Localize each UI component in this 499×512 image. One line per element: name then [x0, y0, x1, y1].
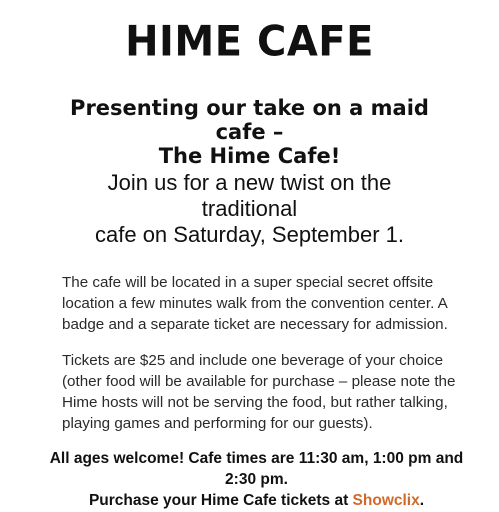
cafe-times-text-end: 2:30 pm. [225, 471, 288, 488]
purchase-prefix: Purchase your Hime Cafe tickets at [88, 492, 353, 509]
page-title: HIME CAFE [125, 17, 374, 67]
intro-headline-line-1: Presenting our take on a maid [70, 96, 429, 120]
showclix-link[interactable]: Showclix [352, 492, 420, 509]
closing-info [40, 448, 473, 511]
location-paragraph: The cafe will be located in a super special secret offsite location a few minutes walk from the convention center. A badge and a separate ticket are necessary for admission. [62, 274, 448, 333]
tickets-paragraph: Tickets are $25 and include one beverage of your choice (other food will be available for purchase – please note the Hime hosts will not be serving the food, but rather talking, playing games and performing for our guests). [62, 352, 456, 432]
purchase-suffix: . [419, 492, 425, 509]
intro-subheadline-line-3: cafe on Saturday, September 1. [95, 222, 404, 247]
intro-headline-line-2: cafe – [215, 120, 284, 144]
purchase-line [40, 490, 473, 511]
intro-headline [20, 96, 479, 168]
intro-headline-line-3: The Hime Cafe! [158, 144, 341, 168]
intro-subheadline-line-1: Join us for a new twist on the [107, 170, 392, 195]
cafe-times-text: All ages welcome! Cafe times are 11:30 am, 1:00 pm and [49, 450, 464, 467]
intro-subheadline [20, 170, 479, 248]
intro-subheadline-line-2: traditional [201, 196, 298, 221]
